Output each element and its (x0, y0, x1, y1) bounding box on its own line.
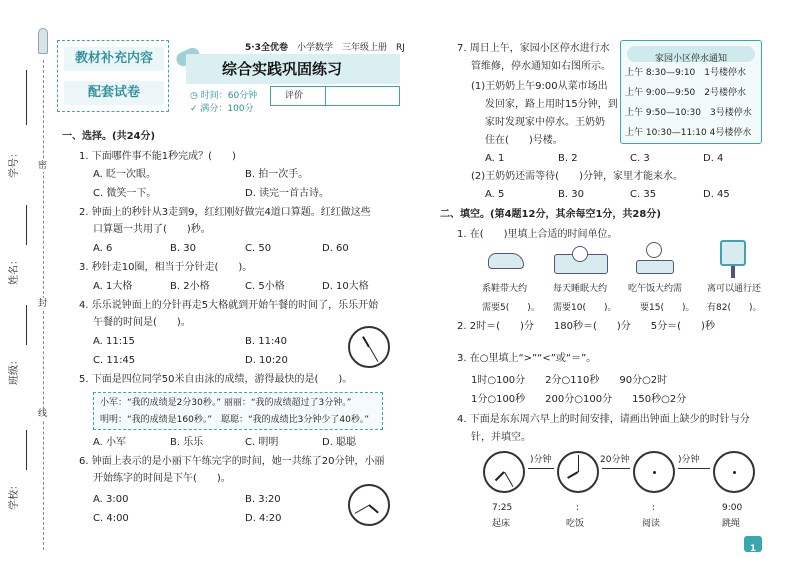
timeline-activity-4: 跳绳 (722, 519, 741, 529)
q5-stem: 5. 下面是四位同学50米自由泳的成绩，游得最快的是( )。 (79, 374, 353, 385)
shoelace-picture (478, 243, 536, 277)
notice-row: 上午 9:50—10:30 3号楼停水 (625, 108, 752, 118)
q1-stem: 1. 下面哪件事不能1秒完成？( ) (79, 151, 236, 162)
binding-strip (0, 0, 50, 572)
school-field[interactable] (8, 470, 32, 550)
sleep-picture (550, 240, 612, 278)
brand-box (57, 40, 169, 112)
q7-p1-line2: 发回家，路上用时15分钟，到 (485, 99, 618, 110)
pic-caption-3: 吃午饭大约需 (628, 284, 683, 294)
q4-clock-icon (348, 326, 390, 368)
q7-p2-option-d[interactable]: D. 45 (703, 189, 730, 200)
q1-option-c[interactable]: C. 微笑一下。 (93, 188, 157, 199)
q2-option-d[interactable]: D. 60 (322, 243, 349, 254)
q6-option-c[interactable]: C. 4:00 (93, 513, 129, 524)
pic-caption-2: 每天睡眠大约 (553, 284, 608, 294)
cut-mark-2: 封 (38, 299, 48, 309)
timeline-time-3[interactable]: : (652, 503, 656, 513)
q7-stem-line1: 7. 周日上午，家园小区停水进行水 (457, 43, 610, 54)
q7-p1-option-c[interactable]: C. 3 (630, 153, 650, 164)
section-1-title: 一、选择。(共24分) (62, 131, 156, 142)
q4-option-b[interactable]: B. 11:40 (245, 336, 288, 347)
timeline-activity-2: 吃饭 (566, 519, 585, 529)
pic-caption-4: 离可以通行还 (707, 284, 762, 294)
q2-option-c[interactable]: C. 50 (245, 243, 272, 254)
q7-p1-line4: 住在( )号楼。 (485, 135, 563, 146)
q6-option-d[interactable]: D. 4:20 (245, 513, 282, 524)
pic-answer-2[interactable]: 需要10( )。 (553, 303, 617, 313)
timeline-clock-4[interactable] (713, 451, 755, 493)
q3-option-d[interactable]: D. 10大格 (322, 281, 369, 292)
notice-row: 上午 10:30—11:10 4号楼停水 (625, 128, 752, 138)
q5-option-a[interactable]: A. 小军 (93, 437, 127, 448)
title-banner (186, 54, 400, 84)
q7-p2-option-c[interactable]: C. 35 (630, 189, 657, 200)
q2-option-b[interactable]: B. 30 (170, 243, 196, 254)
q7-stem-line2: 管维修，停水通知如右图所示。 (471, 61, 611, 72)
s2-q4-line2: 针，并填空。 (471, 432, 531, 443)
q4-option-d[interactable]: D. 10:20 (245, 355, 288, 366)
rocket-icon (38, 28, 48, 54)
q6-clock-icon (348, 484, 390, 526)
time-info: ◷ 时间：60分钟 (190, 91, 258, 101)
q6-option-a[interactable]: A. 3:00 (93, 494, 129, 505)
brand-title-2: 配套试卷 (64, 81, 164, 105)
page-number-badge (744, 536, 762, 552)
timeline-time-1: 7:25 (492, 503, 513, 513)
s2-q1-stem: 1. 在( )里填上合适的时间单位。 (457, 229, 618, 240)
cut-mark-1: 密 (38, 161, 48, 171)
page-title: 综合实践巩固练习 (222, 60, 343, 78)
q6-stem-line1: 6. 钟面上表示的是小丽下午练完字的时间，她一共练了20分钟，小丽 (79, 456, 385, 467)
notice-row: 上午 8:30—9:10 1号楼停水 (625, 68, 747, 78)
q4-stem-line2: 午餐的时间是( )。 (93, 317, 191, 328)
q1-option-b[interactable]: B. 拍一次手。 (245, 169, 309, 180)
q1-option-a[interactable]: A. 眨一次眼。 (93, 169, 157, 180)
class-label: 班级： (9, 355, 20, 385)
timeline-clock-2 (557, 451, 599, 493)
brand-title-1: 教材补充内容 (64, 47, 164, 71)
traffic-light-picture (716, 238, 750, 278)
timeline-activity-1: 起床 (492, 519, 511, 529)
timeline-activity-3: 阅读 (642, 519, 661, 529)
q7-p1-option-a[interactable]: A. 1 (485, 153, 505, 164)
q2-stem-line2: 口算题一共用了( )秒。 (93, 224, 211, 235)
q4-option-c[interactable]: C. 11:45 (93, 355, 136, 366)
s2-q3-row2[interactable]: 1分○100秒 200分○100分 150秒○2分 (471, 394, 687, 405)
q7-p2-option-a[interactable]: A. 5 (485, 189, 505, 200)
q7-p1-option-b[interactable]: B. 2 (558, 153, 578, 164)
water-notice-box (620, 40, 762, 144)
timeline-time-2[interactable]: : (576, 503, 580, 513)
s2-q4-line1: 4. 下面是东东周六早上的时间安排，请画出钟面上缺少的时针与分 (457, 414, 750, 425)
cut-mark-3: 线 (38, 409, 48, 419)
q5-option-b[interactable]: B. 乐乐 (170, 437, 204, 448)
page-number: 1 (749, 544, 757, 554)
score-info: ✓ 满分：100分 (190, 104, 254, 114)
q3-stem: 3. 秒针走10圈，相当于分针走( )。 (79, 262, 253, 273)
q5-option-d[interactable]: D. 聪聪 (322, 437, 357, 448)
series-line: 5·3全优卷 小学数学 三年级上册 RJ (245, 43, 405, 53)
s2-q2[interactable]: 2. 2时＝( )分 180秒＝( )分 5分＝( )秒 (457, 321, 715, 332)
lunch-picture (630, 240, 680, 278)
timeline-clock-1 (483, 451, 525, 493)
student-no-label: 学号： (9, 148, 20, 178)
timeline-clock-3[interactable] (633, 451, 675, 493)
q2-stem-line1: 2. 钟面上的秒针从3走到9，红红刚好做完4道口算题。红红做这些 (79, 207, 371, 218)
q3-option-b[interactable]: B. 2小格 (170, 281, 210, 292)
q3-option-a[interactable]: A. 1大格 (93, 281, 133, 292)
timeline-arrow-1: )分钟 (530, 455, 552, 465)
timeline-time-4: 9:00 (722, 503, 743, 513)
check-icon: ✓ (190, 104, 198, 114)
q1-option-d[interactable]: D. 读完一首古诗。 (245, 188, 330, 199)
school-label: 学校： (9, 480, 20, 510)
timeline-arrow-2: 20分钟 (600, 455, 630, 465)
student-no-field[interactable] (8, 130, 32, 230)
name-field[interactable] (8, 245, 32, 325)
q6-stem-line2: 开始练字的时间是下午( )。 (93, 473, 231, 484)
q5-option-c[interactable]: C. 明明 (245, 437, 279, 448)
q2-option-a[interactable]: A. 6 (93, 243, 113, 254)
notice-row: 上午 9:00—9:50 2号楼停水 (625, 88, 747, 98)
q7-p2-option-b[interactable]: B. 30 (558, 189, 584, 200)
q4-stem-line1: 4. 乐乐说钟面上的分针再走5大格就到开始午餐的时间了，乐乐开始 (79, 300, 379, 311)
q7-p2-stem: (2)王奶奶还需等待( )分钟，家里才能来水。 (471, 171, 683, 182)
q7-p1-line1: (1)王奶奶上午9:00从菜市场出 (471, 81, 608, 92)
timeline-arrow-3: )分钟 (678, 455, 700, 465)
q7-p1-option-d[interactable]: D. 4 (703, 153, 724, 164)
q3-option-c[interactable]: C. 5小格 (245, 281, 285, 292)
clock-icon: ◷ (190, 91, 198, 101)
class-field[interactable] (8, 345, 32, 425)
pic-caption-1: 系鞋带大约 (482, 284, 528, 294)
name-label: 姓名： (9, 255, 20, 285)
pic-answer-4[interactable]: 有82( )。 (707, 303, 762, 313)
section-2-title: 二、填空。(第4题12分，其余每空1分，共28分) (440, 209, 661, 220)
s2-q3-stem: 3. 在○里填上“>”“<”或“＝”。 (457, 353, 597, 364)
eval-box[interactable]: 评价 (270, 86, 400, 106)
pic-answer-1[interactable]: 需要5( )。 (482, 303, 540, 313)
q7-p1-line3: 家时发现家中停水。王奶奶 (485, 117, 605, 128)
pic-answer-3[interactable]: 要15( )。 (640, 303, 695, 313)
q5-statements-box: 小军：“我的成绩是2分30秒。” 丽丽：“我的成绩超过了3分钟。” 明明：“我的成绩是160秒。” 聪聪：“我的成绩比3分钟少了40秒。” (93, 392, 383, 430)
s2-q3-row1[interactable]: 1时○100分 2分○110秒 90分○2时 (471, 375, 668, 386)
q6-option-b[interactable]: B. 3:20 (245, 494, 281, 505)
water-notice-title: 家园小区停水通知 (627, 46, 755, 62)
q4-option-a[interactable]: A. 11:15 (93, 336, 135, 347)
